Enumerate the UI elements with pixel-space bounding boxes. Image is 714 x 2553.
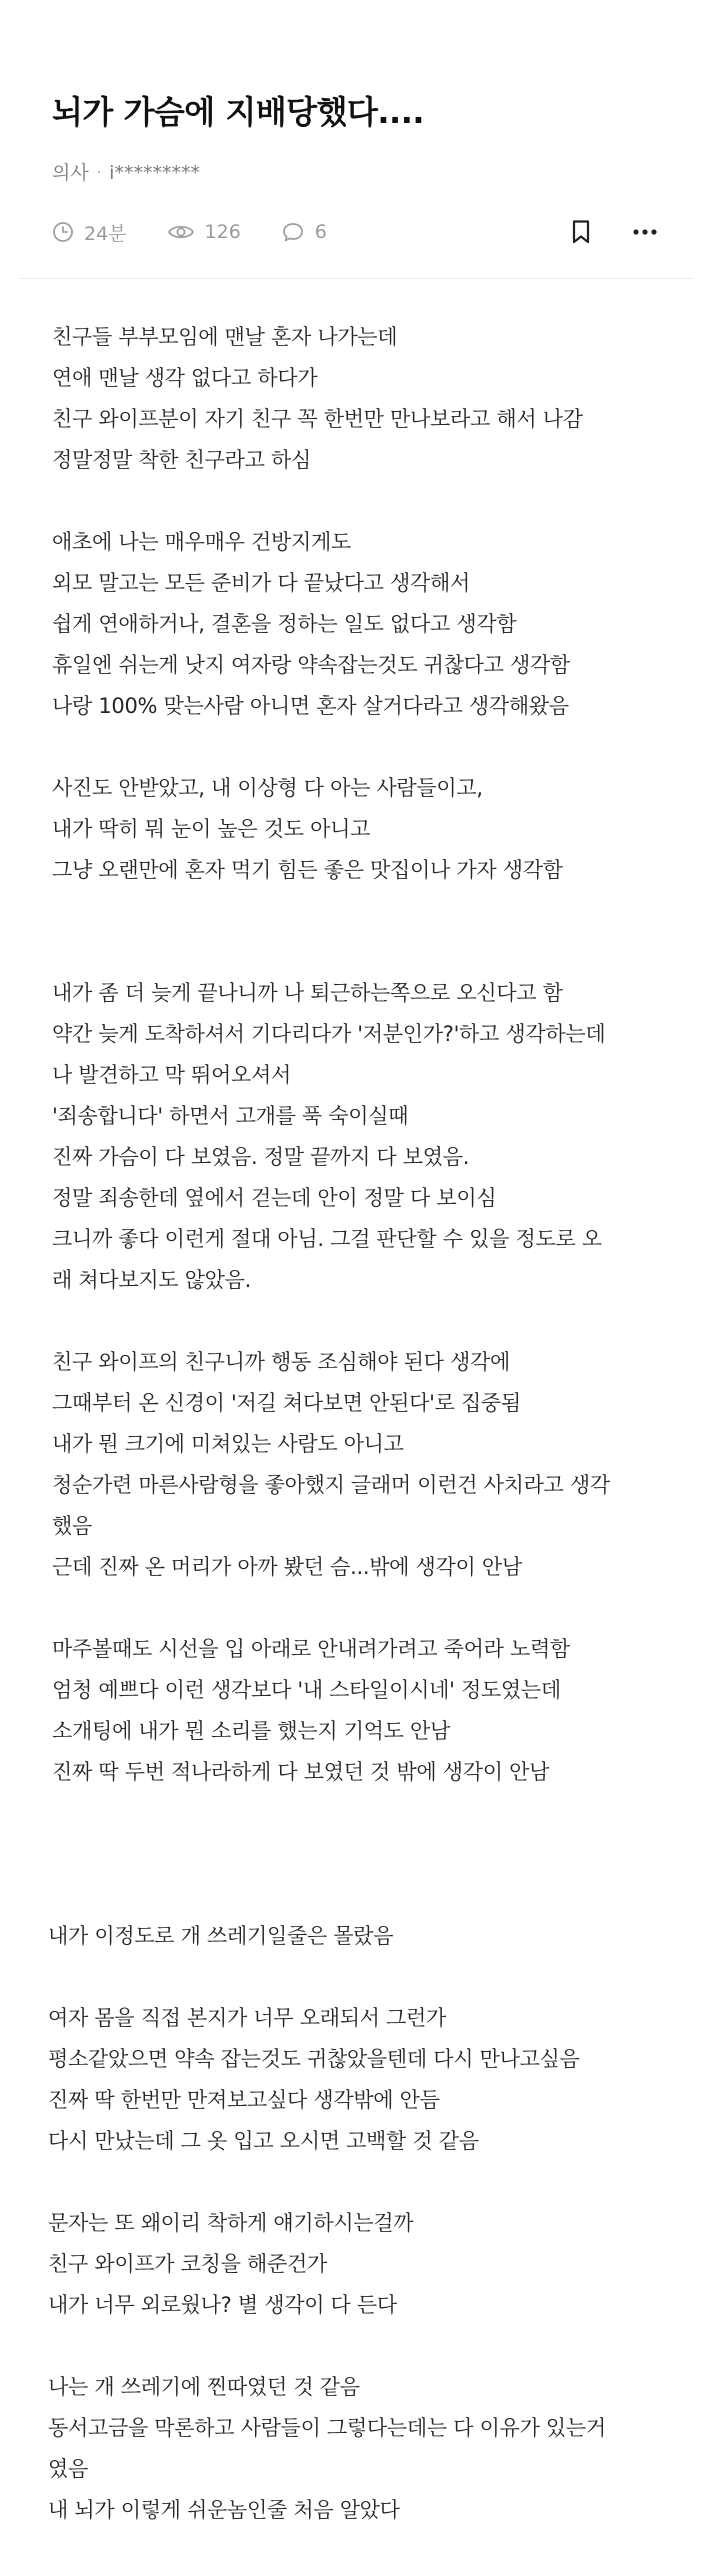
stat-views	[167, 221, 241, 243]
author-line	[52, 160, 662, 186]
more-dots-icon[interactable]	[632, 228, 658, 236]
paragraph-2: 애초에 나는 매우매우 건방지게도 외모 말고는 모든 준비가 다 끝났다고 생각해서 쉽게 연애하거나, 결혼을 정하는 일도 없다고 생각함 휴일엔 쉬는게 낫지 여자랑 약속잡는것도 귀찮다고 생각함 나랑 100% 맞는사람 아니면 혼자 살거다라고 생각해왔음	[52, 530, 570, 718]
author-separator: ·	[96, 165, 102, 181]
paragraph-3: 사진도 안받았고, 내 이상형 다 아는 사람들이고, 내가 딱히 뭐 눈이 높은 것도 아니고 그냥 오랜만에 혼자 먹기 힘든 좋은 맛집이나 가자 생각함	[52, 776, 563, 882]
clock-icon	[52, 221, 74, 243]
views-value: 126	[204, 221, 241, 243]
paragraph-7: 내가 이정도로 개 쓰레기일줄은 몰랐음	[48, 1924, 394, 1948]
speech-bubble-icon	[281, 221, 305, 243]
eye-icon	[167, 221, 195, 243]
post-title: 뇌가 가슴에 지배당했다....	[52, 93, 425, 131]
author-category[interactable]: 의사	[52, 162, 89, 184]
paragraph-4: 내가 좀 더 늦게 끝나니까 나 퇴근하는쪽으로 오신다고 함 약간 늦게 도착하셔서 기다리다가 '저분인가?'하고 생각하는데 나 발견하고 막 뛰어오셔서 '죄송합니다' 하면서 고개를 푹 숙이실때 진짜 가슴이 다 보였음. 정말 끝까지 다 보였음. 정말 죄송한데 옆에서 걷는데 안이 정말 다 보이심 크니까 좋다 이런게 절대 아님. 그걸 판단할 수 있을 정도로 오 래 쳐다보지도 않았음.	[52, 981, 606, 1292]
paragraph-5: 친구 와이프의 친구니까 행동 조심해야 된다 생각에 그때부터 온 신경이 '저길 쳐다보면 안된다'로 집중됨 내가 뭔 크기에 미쳐있는 사람도 아니고 청순가련 마른사람형을 좋아했지 글래머 이런건 사치라고 생각 했음 근데 진짜 온 머리가 아까 봤던 슴...밖에 생각이 안남	[52, 1350, 610, 1579]
paragraph-1: 친구들 부부모임에 맨날 혼자 나가는데 연애 맨날 생각 없다고 하다가 친구 와이프분이 자기 친구 꼭 한번만 만나보라고 해서 나감 정말정말 착한 친구라고 하심	[52, 325, 583, 472]
paragraph-10: 나는 개 쓰레기에 찐따였던 것 같음 동서고금을 막론하고 사람들이 그렇다는데는 다 이유가 있는거 였음 내 뇌가 이렇게 쉬운놈인줄 처음 알았다	[48, 2375, 606, 2522]
time-value: 24분	[84, 222, 127, 245]
post-header	[0, 0, 714, 250]
author-name[interactable]: i*********	[109, 162, 200, 184]
paragraph-6: 마주볼때도 시선을 입 아래로 안내려가려고 죽어라 노력함 엄청 예쁘다 이런 생각보다 '내 스타일이시네' 정도였는데 소개팅에 내가 뭔 소리를 했는지 기억도 안남 진짜 딱 두번 적나라하게 다 보였던 것 밖에 생각이 안남	[52, 1637, 570, 1784]
comments-value: 6	[314, 221, 327, 243]
bookmark-icon[interactable]	[570, 219, 592, 245]
post-actions	[570, 219, 658, 245]
stat-comments[interactable]	[281, 221, 327, 243]
paragraph-9: 문자는 또 왜이리 착하게 얘기하시는걸까 친구 와이프가 코칭을 해준건가 내가 너무 외로웠나? 별 생각이 다 든다	[48, 2211, 414, 2317]
stat-time	[52, 219, 127, 246]
post-stats	[52, 214, 662, 250]
paragraph-8: 여자 몸을 직접 본지가 너무 오래되서 그런가 평소같았으면 약속 잡는것도 귀찮았을텐데 다시 만나고싶음 진짜 딱 한번만 만져보고싶다 생각밖에 안듬 다시 만났는데 그 옷 입고 오시면 고백할 것 같음	[48, 2006, 580, 2153]
post-body	[0, 279, 714, 2531]
